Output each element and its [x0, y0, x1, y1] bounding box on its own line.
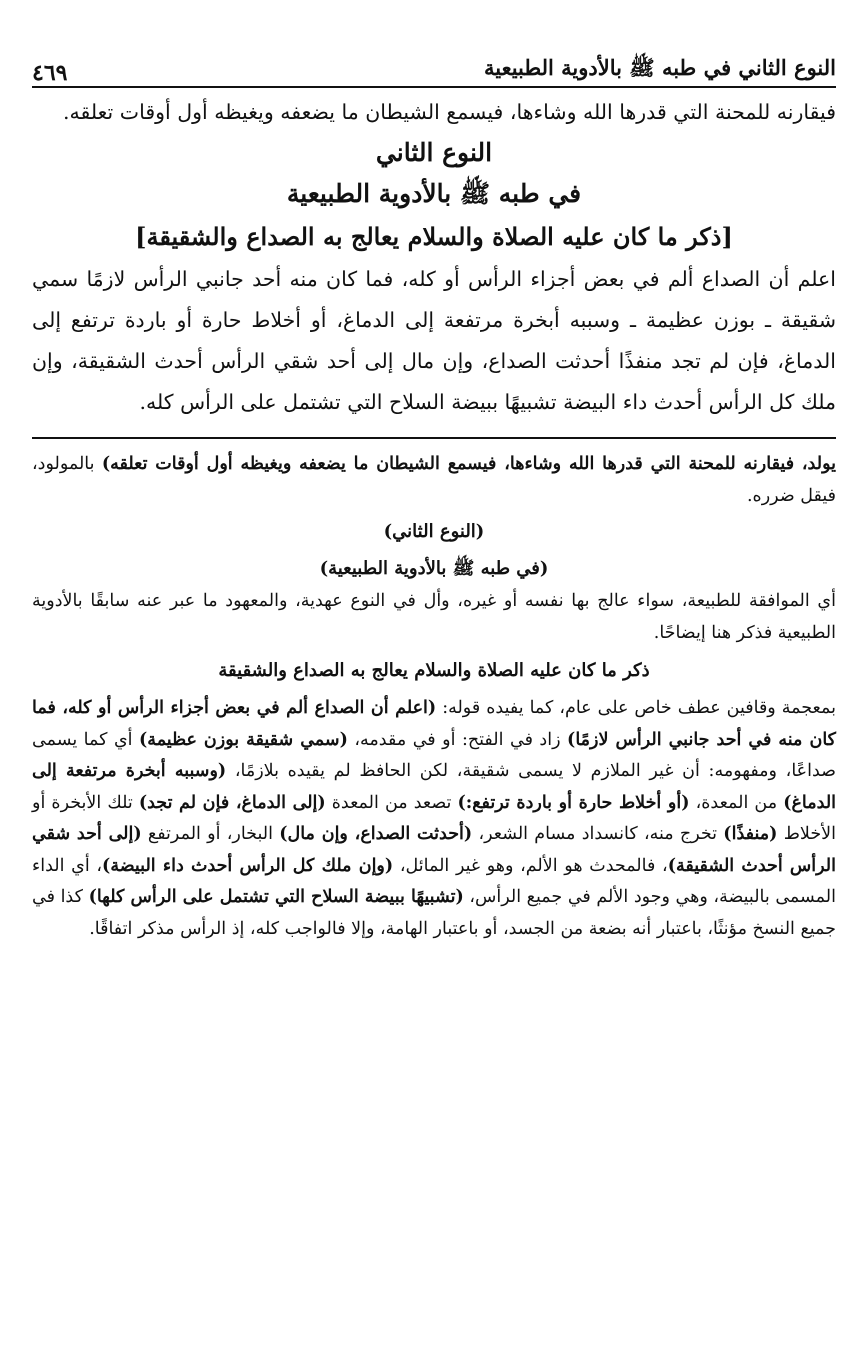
- commentary-run: (وإن ملك كل الرأس أحدث داء البيضة): [102, 855, 394, 876]
- commentary-run: (وسببه أبخرة مرتفعة إلى الدماغ): [32, 761, 837, 813]
- commentary-heading: (النوع الثاني): [383, 521, 485, 542]
- main-paragraph: فيقارنه للمحنة التي قدرها الله وشاءها، فيسمع الشيطان ما يضعفه ويغيظه أول أوقات تعلقه.: [63, 100, 836, 124]
- running-title: النوع الثاني في طبه ﷺ بالأدوية الطبيعية: [483, 55, 836, 80]
- main-text: [32, 92, 836, 423]
- page-header: [32, 40, 836, 88]
- commentary-run: تخرج منه، كانسداد مسام الشعر،: [472, 824, 724, 844]
- commentary-run: بالمولود، فيقل ضرره.: [32, 454, 836, 506]
- commentary-run: (تشبيهًا ببيضة السلاح التي تشتمل على الرأس كلها): [88, 887, 464, 907]
- commentary-run: تلك الأبخرة أو الأخلاط: [32, 792, 836, 844]
- commentary-run: يولد، فيقارنه للمحنة التي قدرها الله وشاءها، فيسمع الشيطان ما يضعفه ويغيظه أول أوقات تعلقه): [101, 454, 836, 474]
- commentary-run: (أو أخلاط حارة أو باردة ترتفع:): [457, 792, 690, 813]
- commentary-run: بمعجمة وقافين عطف خاص على عام، كما يفيده قوله:: [436, 698, 836, 718]
- commentary-run: البخار، أو المرتفع: [141, 824, 280, 844]
- commentary-paragraph: أي الموافقة للطبيعة، سواء عالج بها نفسه أو غيره، وأل في النوع عهدية، والمعهود ما عبر عنه سابقًا بالأدوية الطبيعية فذكر هنا إيضاحًا.: [32, 591, 836, 643]
- main-paragraph: اعلم أن الصداع ألم في بعض أجزاء الرأس أو كله، فما كان منه أحد جانبي الرأس لازمًا سمي شقيقة ـ بوزن عظيمة ـ وسببه أبخرة مرتفعة إلى الدماغ، أو أخلاط حارة أو باردة ترتفع إلى الدماغ، فإن لم تجد منفذًا أحدثت الصداع، وإن مال إلى أحد شقي الرأس أحدث الشقيقة، وإن ملك كل الرأس أحدث داء البيضة تشبيهًا ببيضة السلاح التي تشتمل على الرأس كله.: [32, 267, 836, 414]
- commentary-run: (سمي شقيقة بوزن عظيمة): [139, 729, 348, 750]
- commentary-paragraph: [32, 449, 836, 512]
- commentary-text: [32, 449, 836, 945]
- commentary-run: كذا في جميع النسخ مؤنثًا، باعتبار أنه بضعة من الجسد، أو باعتبار الهامة، وإلا فالواجب كله، إذ الرأس مذكر اتفاقًا.: [32, 887, 836, 939]
- commentary-run: (إلى أحد شقي الرأس أحدث الشقيقة): [32, 824, 836, 876]
- section-subheading: في طبه ﷺ بالأدوية الطبيعية: [286, 179, 582, 208]
- commentary-run: (إلى الدماغ، فإن لم تجد): [138, 792, 326, 813]
- commentary-run: من المعدة،: [689, 792, 784, 813]
- commentary-run: (أحدثت الصداع، وإن مال): [279, 824, 473, 844]
- commentary-run: ، أي الداء المسمى بالبيضة، وهي وجود الألم في جميع الرأس،: [32, 855, 836, 907]
- commentary-run: (اعلم أن الصداع ألم في بعض أجزاء الرأس أو كله، فما كان منه في أحد جانبي الرأس لازمًا): [32, 698, 836, 750]
- section-heading: النوع الثاني: [375, 138, 493, 167]
- commentary-run: زاد في الفتح: أو في مقدمه،: [347, 729, 568, 750]
- chapter-heading: [ذكر ما كان عليه الصلاة والسلام يعالج به الصداع والشقيقة]: [135, 222, 733, 251]
- footnote-divider: [32, 437, 836, 439]
- commentary-run: تصعد من المعدة: [325, 792, 458, 813]
- page-number: ٤٦٩: [32, 60, 68, 86]
- book-page: [32, 40, 836, 945]
- commentary-subheading: (في طبه ﷺ بالأدوية الطبيعية): [319, 558, 549, 579]
- commentary-run: أي كما يسمى صداعًا، ومفهومه: أن غير الملازم لا يسمى شقيقة، لكن الحافظ لم يقيده بلازمًا،: [32, 729, 836, 781]
- commentary-chapter-heading: ذكر ما كان عليه الصلاة والسلام يعالج به الصداع والشقيقة: [218, 660, 650, 681]
- commentary-run: ، فالمحدث هو الألم، وهو غير المائل،: [393, 855, 668, 876]
- commentary-run: (منفذًا): [723, 824, 778, 844]
- commentary-paragraph: [32, 693, 836, 945]
